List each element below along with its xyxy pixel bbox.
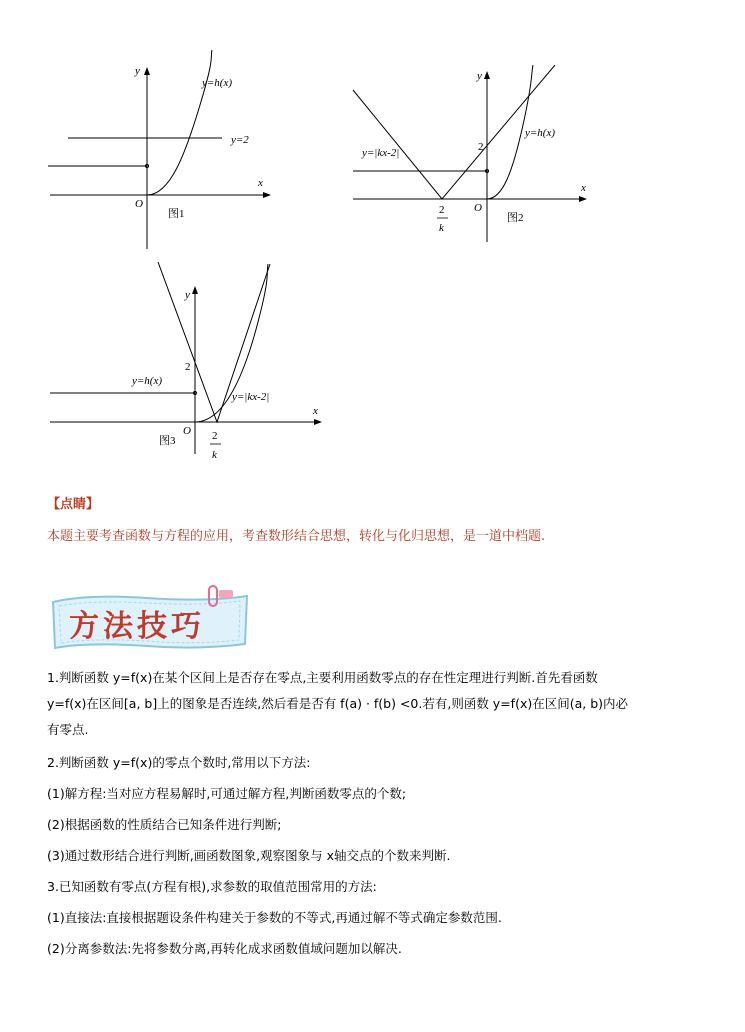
tick-2: 2 [478,141,484,153]
y-axis-label: y [477,70,482,82]
x-axis-arrow [314,419,322,425]
x-axis-label: x [581,182,586,194]
y-axis-label: y [185,289,190,301]
y-axis-label: y [135,65,140,77]
method-item-2-2: (2)根据函数的性质结合已知条件进行判断; [47,817,282,832]
curve-label: y=h(x) [525,127,556,139]
y-axis-arrow [484,71,490,79]
frac-denominator: k [212,449,217,461]
method-p1-line-1: 1.判断函数 y=f(x)在某个区间上是否存在零点,主要利用函数零点的存在性定理进行判断.首先看函数 [47,670,598,685]
x-axis-arrow [579,196,587,202]
method-paragraph-2: 2.判断函数 y=f(x)的零点个数时,常用以下方法: [47,755,311,770]
x-axis-arrow [263,192,271,198]
method-paragraph-3: 3.已知函数有零点(方程有根),求参数的取值范围常用的方法: [47,879,377,894]
dianjing-heading: 【点睛】 [47,497,100,512]
banner-text: 方法技巧 [69,610,205,643]
methods-section [47,668,717,970]
frac-numerator: 2 [439,204,445,216]
abs-label: y=|kx-2| [362,147,400,159]
origin-label: O [135,198,143,210]
x-axis-label: x [313,405,318,417]
figure-3 [40,262,340,467]
figure-1 [40,45,280,260]
origin-label: O [474,202,482,214]
y-axis-arrow [192,286,198,294]
curve-label: y=h(x) [202,77,233,89]
abs-label: y=|kx-2| [232,391,270,403]
frac-denominator: k [439,222,444,234]
frac-numerator: 2 [212,430,218,442]
method-paragraph-1 [47,668,717,740]
curve-label: y=h(x) [132,375,163,387]
figure-caption: 图1 [168,208,185,220]
figure-caption: 图2 [507,212,524,224]
method-p1-line-2: y=f(x)在区间[a, b]上的图象是否连续,然后看是否有 f(a) · f(b) <0.若有,则函数 y=f(x)在区间(a, b)内必 [47,696,629,711]
method-banner [47,584,255,656]
curve-h [147,50,212,195]
method-item-3-1: (1)直接法:直接根据题设条件构建关于参数的不等式,再通过解不等式确定参数范围. [47,910,502,925]
method-item-2-3: (3)通过数形结合进行判断,画函数图象,观察图象与 x轴交点的个数来判断. [47,848,451,863]
y-axis-arrow [144,67,150,75]
method-p1-line-3: 有零点. [47,722,89,737]
x-axis-label: x [258,177,263,189]
figure-caption: 图3 [159,435,176,447]
hline-label: y=2 [231,134,249,146]
method-item-2-1: (1)解方程:当对应方程易解时,可通过解方程,判断函数零点的个数; [47,786,407,801]
origin-label: O [183,425,191,437]
tick-2: 2 [185,361,191,373]
method-item-3-2: (2)分离参数法:先将参数分离,再转化成求函数值域问题加以解决. [47,941,402,956]
dianjing-body: 本题主要考查函数与方程的应用，考查数形结合思想，转化与化归思想，是一道中档题. [47,529,546,544]
figure-2 [345,65,595,250]
